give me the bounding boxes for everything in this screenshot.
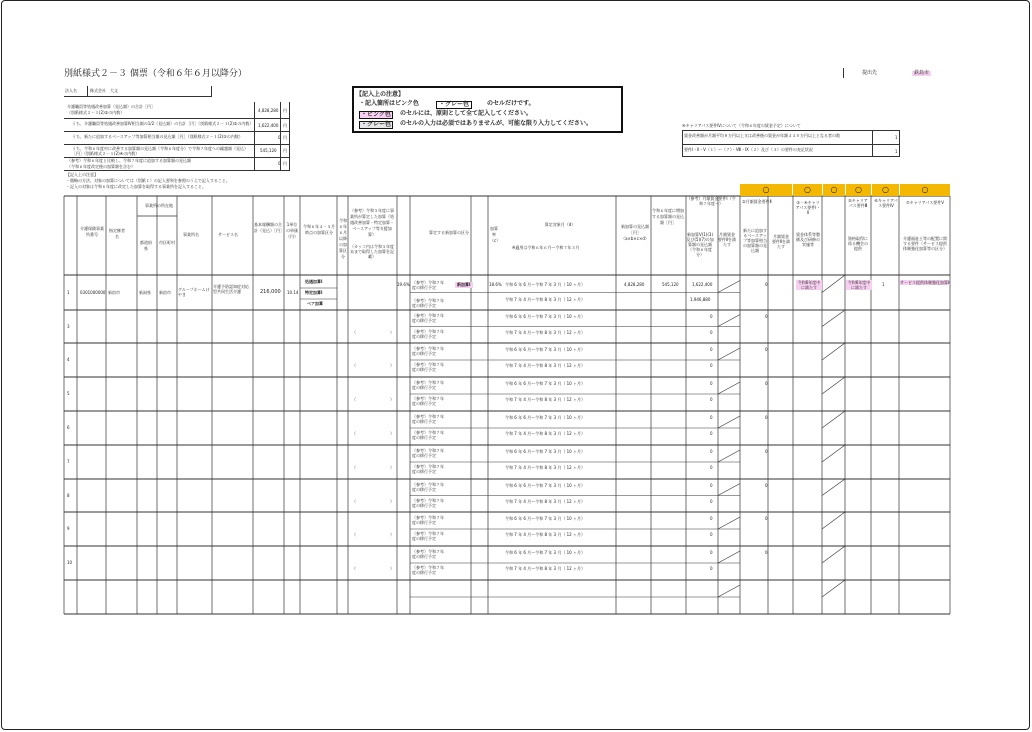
row-range2: 令和 7 年 4 月～令和 8 年 3 月（ 12 ヶ月） xyxy=(505,499,585,504)
row-migration-a: （参考）令和７年度の移行予定 xyxy=(412,515,444,525)
row-range: 令和 6 年 6 月～令和 7 年 3 月（ 10 ヶ月） xyxy=(505,550,585,555)
row1-newcat[interactable]: 新加算Ⅰ xyxy=(457,282,471,287)
col-header-city: 市区町村 xyxy=(159,240,175,245)
row1-rate: 18.6% xyxy=(489,282,502,287)
row-zero: 0 xyxy=(710,550,713,555)
summary-label-3: うち、新たに追加するベースアップ等加算相当額の見込額［円］（別紙様式２－１(2)③の内数） xyxy=(72,134,243,139)
row-migration-a: （参考）令和７年度の移行予定 xyxy=(412,482,444,492)
summary-label-4: うち、令和６年度中に改善する加算額の見込額（令和６年度分）で令和７年度への繰越額（見込）［円］（別紙様式２－１(2)④の内数） xyxy=(72,146,248,156)
row1-service[interactable]: 介護予防認知症対応型共同生活介護 xyxy=(213,284,249,294)
row1-prev: 19.6% xyxy=(397,282,410,287)
row-zero: 0 xyxy=(710,449,713,454)
row-range2: 令和 7 年 4 月～令和 8 年 3 月（ 12 ヶ月） xyxy=(505,363,585,368)
mark-cell-1: ○ xyxy=(740,184,792,196)
col-header-r7a: 介護福祉士等の配置に関する要件（サービス提供体制強化加算等の区分） xyxy=(903,236,947,251)
row1-zero: 0 xyxy=(765,282,768,287)
col-header-increase-ref: （参考）月額賃金要件Ⅰ（令和７年度～） xyxy=(686,196,736,206)
row-num: 7 xyxy=(67,459,70,464)
row1-base[interactable]: 216,000 xyxy=(260,289,281,295)
col-header-r2: ②月額賃金要件Ⅱ xyxy=(742,199,772,204)
summary-value-5: 0 xyxy=(278,161,281,166)
row-num: 9 xyxy=(67,526,70,531)
row-range2: 令和 7 年 4 月～令和 8 年 3 月（ 12 ヶ月） xyxy=(505,566,585,571)
row-zero-2: 0 xyxy=(710,566,713,571)
summary-label-2: うち、介護職員等処遇改善加算Ⅳ相当額の1/2（見込額）の合計［円］（別紙様式２－１(2)①の内数） xyxy=(72,121,254,126)
row-paren-open: （ xyxy=(352,532,356,537)
row-range2: 令和 7 年 4 月～令和 8 年 3 月（ 12 ヶ月） xyxy=(505,465,585,470)
grid-line xyxy=(822,377,845,394)
row-range2: 令和 7 年 4 月～令和 8 年 3 月（ 12 ヶ月） xyxy=(505,330,585,335)
grid-line xyxy=(822,310,845,327)
row-migration-b: （参考）令和７年度の移行予定 xyxy=(412,565,444,575)
row-paren-open: （ xyxy=(352,431,356,436)
row-migration-a: （参考）令和７年度の移行予定 xyxy=(412,414,444,424)
row-migration-b: （参考）令和７年度の移行予定 xyxy=(412,396,444,406)
row1-cur2[interactable]: 特定加算Ⅰ xyxy=(305,290,323,295)
col-header-base: 基本報酬額の合計（見込）［円］ xyxy=(254,222,284,233)
row-migration-b: （参考）令和７年度の移行予定 xyxy=(412,531,444,541)
row-num: 6 xyxy=(67,425,70,430)
row1-num: 1 xyxy=(67,290,70,295)
row-paren-close: ） xyxy=(390,363,394,368)
row1-migration-b: （参考）令和７年度の移行予定 xyxy=(412,298,444,308)
row-range2: 令和 7 年 4 月～令和 8 年 3 月（ 12 ヶ月） xyxy=(505,397,585,402)
col-header-r2b: 月額賃金要件Ⅱを満たす xyxy=(718,232,736,247)
notes-line1-tail: のセルだけです。 xyxy=(487,100,535,107)
row1-range[interactable]: 令和 6 年 6 月～令和 7 年 3 月（ 10 ヶ月） xyxy=(505,282,585,287)
notes-line2-text: のセルには、原則として全て記入してください。 xyxy=(400,110,533,117)
row-paren-close: ） xyxy=(390,566,394,571)
row1-cur1[interactable]: 処遇加算Ⅰ xyxy=(305,279,323,284)
col-header-r6: 令和６年６月以降の加算区分 xyxy=(339,218,347,259)
row-num: 3 xyxy=(67,324,70,329)
row-zero-3: 0 xyxy=(765,415,768,420)
row-range: 令和 6 年 6 月～令和 7 年 3 月（ 10 ヶ月） xyxy=(505,415,585,420)
row1-req4[interactable]: サービス提供体制強化加算Ⅱ xyxy=(900,280,950,285)
row-range: 令和 6 年 6 月～令和 7 年 3 月（ 10 ヶ月） xyxy=(505,449,585,454)
row-paren-open: （ xyxy=(352,397,356,402)
grid-line xyxy=(822,445,845,462)
notes-line1-pink: ・記入箇所はピンク色 xyxy=(359,100,419,107)
col-header-r3: ③・④キャリアパス要件Ⅰ・Ⅱ xyxy=(795,200,821,215)
corp-label: 法人名 xyxy=(65,88,77,93)
grid-line xyxy=(718,315,740,327)
corp-value[interactable]: 株式会社 大文 xyxy=(90,88,118,93)
col-header-increase: 令和６年度に増加する加算額の見込額［円］ xyxy=(652,208,684,225)
row-zero-2: 0 xyxy=(710,330,713,335)
row-paren-open: （ xyxy=(352,499,356,504)
col-header-r6h: ⑥キャリアパス要件Ⅳ xyxy=(874,198,898,208)
row1-r1: 1,622,400 xyxy=(692,282,713,287)
summary-note-3: ・記入の対象は令和６年度に改定した加算を取得する事業所を記入すること。 xyxy=(66,184,206,189)
row-zero-2: 0 xyxy=(710,363,713,368)
row1-r1b: 1,946,880 xyxy=(690,297,711,302)
row-zero: 0 xyxy=(710,483,713,488)
row-zero: 0 xyxy=(710,415,713,420)
grid-line xyxy=(718,517,740,529)
col-header-r5: 令和６年４・５月時点の加算区分 xyxy=(303,224,335,235)
row-paren-close: ） xyxy=(390,431,394,436)
col-header-r4: 賃金体系等整備及び研修の実施等 xyxy=(796,232,820,247)
row1-unit: 10.14 xyxy=(287,290,299,295)
summary-unit-3: 円 xyxy=(283,135,287,140)
grid-line xyxy=(718,382,740,394)
mark-cell-2: ○ xyxy=(793,184,822,196)
mark-cell-5: ○ xyxy=(872,184,899,196)
row-zero: 0 xyxy=(710,314,713,319)
row-migration-a: （参考）令和７年度の移行予定 xyxy=(412,380,444,390)
mark-cell-6: ○ xyxy=(900,184,950,196)
row-range: 令和 6 年 6 月～令和 7 年 3 月（ 10 ヶ月） xyxy=(505,347,585,352)
grid-line xyxy=(718,585,740,597)
row-paren-open: （ xyxy=(352,465,356,470)
summary-unit-2: 円 xyxy=(283,123,287,128)
row-zero-2: 0 xyxy=(710,499,713,504)
grid-line xyxy=(718,281,740,293)
row1-req1[interactable]: 令和6年度中に満たす xyxy=(797,280,821,290)
row-migration-b: （参考）令和７年度の移行予定 xyxy=(412,430,444,440)
col-header-ref: （参考）令和５年度に事業所が算定した加算（処遇改善加算・特定加算・ベースアップ等支援加算） xyxy=(350,208,394,237)
summary-unit-5: 円 xyxy=(283,161,287,166)
grid-line xyxy=(718,450,740,462)
summary-unit-4: 円 xyxy=(283,148,287,153)
row-num: 5 xyxy=(67,391,70,396)
row-zero-3: 0 xyxy=(765,449,768,454)
row1-authority[interactable]: 新宿市 xyxy=(108,290,120,295)
row-paren-close: ） xyxy=(390,499,394,504)
row-migration-a: （参考）令和７年度の移行予定 xyxy=(412,313,444,323)
row-zero-2: 0 xyxy=(710,431,713,436)
row-paren-open: （ xyxy=(352,566,356,571)
row1-req2[interactable]: 令和6年度中に満たす xyxy=(847,280,871,290)
grid-line xyxy=(718,416,740,428)
row-paren-close: ） xyxy=(390,397,394,402)
row1-office[interactable]: グループホームけやき xyxy=(178,287,210,297)
row-num: 10 xyxy=(67,560,73,565)
summary-sublabel-1: （別紙様式２－１(2)①の内数） xyxy=(67,110,125,115)
col-header-authority: 指定権者名 xyxy=(109,228,125,239)
page-title: 別紙様式２－３ 個票（令和６年６月以降分） xyxy=(64,69,247,79)
notes-line3-text: のセルの入力は必須ではありませんが、可能な限り入力してください。 xyxy=(400,120,593,127)
row1-city[interactable]: 新宿市 xyxy=(159,290,171,295)
col-header-r2a: 新加算Ⅴ(1)(3)及び(5)(7)の加算額の見込額（令和６年度分） xyxy=(686,232,714,257)
row-paren-close: ） xyxy=(390,532,394,537)
summary-value-2: 1,622,400 xyxy=(258,123,279,128)
row-migration-a: （参考）令和７年度の移行予定 xyxy=(412,549,444,559)
row1-code[interactable]: 0301000000 xyxy=(80,290,106,295)
grid-line xyxy=(718,348,740,360)
summary-label-5: （参考）令和６年度と比較し、令和７年度に追加する加算額の見込額 xyxy=(67,158,191,163)
row1-range2[interactable]: 令和 7 年 4 月～令和 8 年 3 月（ 12 ヶ月） xyxy=(505,297,585,302)
col-header-number: 介護保険事業所番号 xyxy=(80,226,104,237)
summary-label-1: 介護職員等処遇改善加算（見込額）の合計［円］ xyxy=(67,104,155,109)
col-header-pref: 都道府県 xyxy=(140,240,152,251)
row-paren-open: （ xyxy=(352,363,356,368)
grid-line xyxy=(822,275,845,293)
row-range: 令和 6 年 6 月～令和 7 年 3 月（ 10 ヶ月） xyxy=(505,381,585,386)
row-migration-a: （参考）令和７年度の移行予定 xyxy=(412,346,444,356)
grid-line xyxy=(718,484,740,496)
grid-line xyxy=(822,411,845,428)
row-zero-2: 0 xyxy=(710,397,713,402)
career-a1[interactable]: 1 xyxy=(895,135,898,140)
row-migration-b: （参考）令和７年度の移行予定 xyxy=(412,362,444,372)
summary-unit-1: 円 xyxy=(283,108,287,113)
col-header-months-note: ※適用は令和６年６月～令和７年３月 xyxy=(512,245,580,250)
grid-line xyxy=(822,479,845,496)
summary-note-2: ・簡略の方法、対象の加算については（別紙１）の記入要領を参照のうえで記入すること。 xyxy=(66,178,230,183)
col-header-r7: ⑦キャリアパス要件Ⅴ xyxy=(905,200,944,205)
notes-title: 【記入上の注意】 xyxy=(356,91,405,98)
row-migration-b: （参考）令和７年度の移行予定 xyxy=(412,329,444,339)
grid-line xyxy=(822,546,845,563)
col-header-r5: ⑤キャリアパス要件Ⅲ xyxy=(848,198,868,208)
col-header-r3a: 新たに追加するベースアップ等加算相当の加算額の見込額 xyxy=(743,228,767,253)
row-zero-3: 0 xyxy=(765,314,768,319)
submit-value[interactable]: 鉄島市 xyxy=(914,70,930,76)
col-header-rate: 加算率（c） xyxy=(490,226,501,243)
grid-line xyxy=(822,343,845,360)
row1-req3[interactable]: 1 xyxy=(882,282,885,287)
row-zero-3: 0 xyxy=(765,347,768,352)
career-title: ④キャリアパス要件Ⅳについて（令和６年度の賃金予定）について xyxy=(682,123,801,128)
row-zero: 0 xyxy=(710,516,713,521)
row-zero: 0 xyxy=(710,347,713,352)
career-a2[interactable]: 1 xyxy=(895,149,898,154)
row-num: 4 xyxy=(67,357,70,362)
col-header-service: サービス名 xyxy=(218,232,238,237)
grid-line xyxy=(718,551,740,563)
col-header-unit: 1単位の単価（円） xyxy=(286,222,298,239)
row1-amount: 4,828,280 xyxy=(624,282,645,287)
summary-value-3: 0 xyxy=(278,135,281,140)
row-migration-b: （参考）令和７年度の移行予定 xyxy=(412,498,444,508)
submit-label: 提出先 xyxy=(862,70,878,76)
mark-cell-3: ○ xyxy=(823,184,845,196)
col-header-months: 算定対象月（d） xyxy=(544,222,576,227)
row-zero: 0 xyxy=(710,381,713,386)
row-migration-a: （参考）令和７年度の移行予定 xyxy=(412,448,444,458)
row-zero-3: 0 xyxy=(765,550,768,555)
row-num: 8 xyxy=(67,493,70,498)
row-range: 令和 6 年 6 月～令和 7 年 3 月（ 10 ヶ月） xyxy=(505,483,585,488)
col-header-ref-note: （カッコ内は令和５年度末まで取得した加算を記載） xyxy=(350,244,394,259)
row-range: 令和 6 年 6 月～令和 7 年 3 月（ 10 ヶ月） xyxy=(505,314,585,319)
col-header-office: 事業所名 xyxy=(183,232,199,237)
row-range: 令和 6 年 6 月～令和 7 年 3 月（ 10 ヶ月） xyxy=(505,516,585,521)
career-q1: 賃金改善額が月額平均８万円以上又は改善後の賃金が年額４４０万円以上となる者の数 xyxy=(684,133,840,138)
col-header-calc: 算定する新加算の区分 xyxy=(429,230,469,235)
notes-line2-chip: ・ピンク色 xyxy=(361,111,391,118)
summary-value-1: 4,828,280 xyxy=(258,108,279,113)
notes-line3-chip: ・グレー色 xyxy=(361,121,392,128)
row1-cur3[interactable]: ベア加算 xyxy=(307,301,323,306)
notes-line1-gray: ・グレー色 xyxy=(436,101,472,109)
row-zero-3: 0 xyxy=(765,483,768,488)
row1-increase: 545,120 xyxy=(662,282,679,287)
row-paren-close: ） xyxy=(390,465,394,470)
grid-line xyxy=(822,512,845,529)
row-zero-2: 0 xyxy=(710,465,713,470)
career-q2: 要件Ⅰ・Ⅱ・Ⅴ（１）～（７）・Ⅷ・Ⅸ（２）及び（３）の要件の充足状況 xyxy=(684,147,813,152)
row-range2: 令和 7 年 4 月～令和 8 年 3 月（ 12 ヶ月） xyxy=(505,532,585,537)
col-header-r3b: 月額賃金要件Ⅱを満たす xyxy=(772,234,790,249)
mark-cell-4: ○ xyxy=(846,184,871,196)
row1-pref[interactable]: 新潟県 xyxy=(139,290,151,295)
row-zero-2: 0 xyxy=(710,532,713,537)
row1-migration-a: （参考）令和７年度の移行予定 xyxy=(412,280,444,290)
summary-sublabel-5: （令和６年度改定後の加算額を含む） xyxy=(67,164,135,169)
row-zero-3: 0 xyxy=(765,516,768,521)
col-header-r5a: 資格取得に係る機会の提供 xyxy=(848,236,868,251)
row-migration-b: （参考）令和７年度の移行予定 xyxy=(412,464,444,474)
row-range2: 令和 7 年 4 月～令和 8 年 3 月（ 12 ヶ月） xyxy=(505,431,585,436)
summary-value-4: 545,120 xyxy=(260,148,277,153)
grid-line xyxy=(822,580,845,597)
row-paren-close: ） xyxy=(390,330,394,335)
col-header-location: 事業所の所在地 xyxy=(145,203,173,208)
summary-note-1: 【記入上の注意】 xyxy=(66,172,98,177)
row-zero-3: 0 xyxy=(765,381,768,386)
col-header-amount: 新加算の見込額［円］（a×b×c×d） xyxy=(621,224,649,241)
row-paren-open: （ xyxy=(352,330,356,335)
